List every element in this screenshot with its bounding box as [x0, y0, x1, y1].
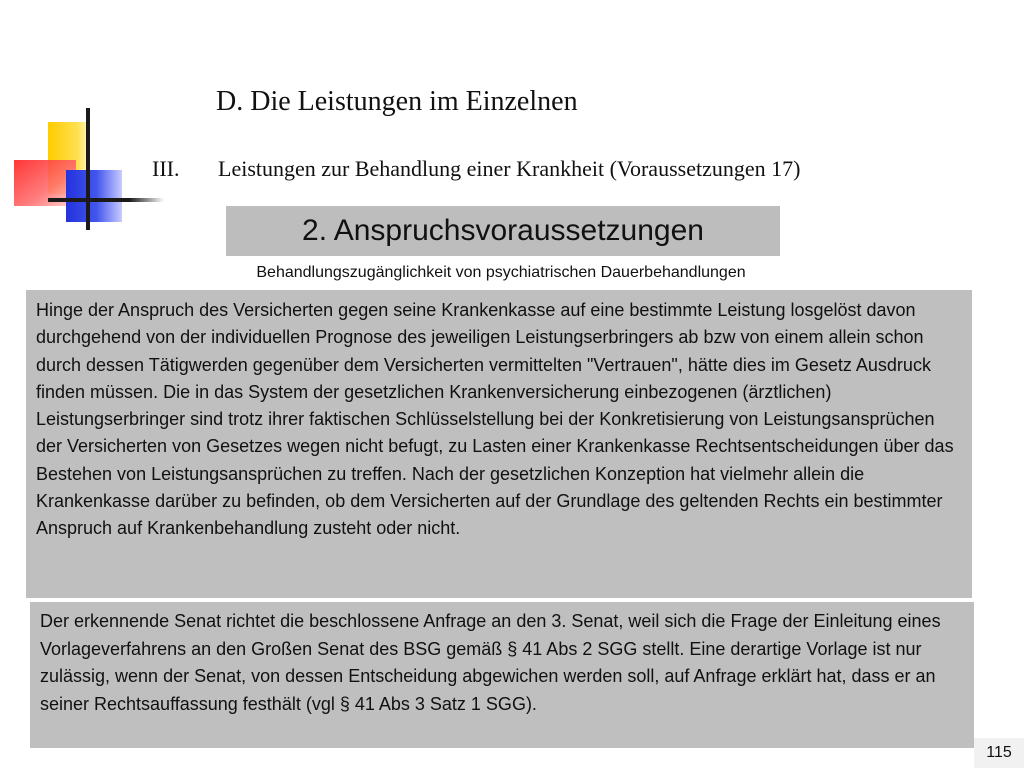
logo-vertical-line	[86, 108, 90, 230]
slide-title: D. Die Leistungen im Einzelnen	[216, 86, 578, 117]
text-box-paragraph-1: Hinge der Anspruch des Versicherten gegen seine Krankenkasse auf eine bestimmte Leistung losgelöst davon durchgehend von der individuellen Prognose des jeweiligen Leistungserbringers ab bzw von einem allein schon durch dessen Tätigwerden gegenüber dem Versicherten vermittelten "Vertrauen", hätte dies im Gesetz Ausdruck finden müssen. Die in das System der gesetzlichen Krankenversicherung einbezogenen (ärztlichen) Leistungserbringer sind trotz ihrer faktischen Schlüsselstellung bei der Konkretisierung von Leistungsansprüchen der Versicherten von Gesetzes wegen nicht befugt, zu Lasten einer Krankenkasse Rechtsentscheidungen über das Bestehen von Leistungsansprüchen zu treffen. Nach der gesetzlichen Konzeption hat vielmehr allein die Krankenkasse darüber zu befinden, ob dem Versicherten auf der Grundlage des geltenden Rechts ein bestimmter Anspruch auf Krankenbehandlung zusteht oder nicht.	[26, 290, 972, 598]
slide-subtitle	[152, 156, 800, 182]
logo-blue-square	[66, 170, 122, 222]
subtitle-text: Leistungen zur Behandlung einer Krankheit (Voraussetzungen 17)	[218, 156, 801, 181]
section-heading: 2. Anspruchsvoraussetzungen	[226, 206, 780, 256]
subtitle-number: III.	[152, 156, 180, 181]
text-box-paragraph-2: Der erkennende Senat richtet die beschlossene Anfrage an den 3. Senat, weil sich die Frage der Einleitung eines Vorlageverfahrens an den Großen Senat des BSG gemäß § 41 Abs 2 SGG stellt. Eine derartige Vorlage ist nur zulässig, wenn der Senat, von dessen Entscheidung abgewichen werden soll, auf Anfrage erklärt hat, dass er an seiner Rechtsauffassung festhält (vgl § 41 Abs 3 Satz 1 SGG).	[30, 602, 974, 748]
page-number: 115	[974, 738, 1024, 768]
decorative-logo-graphic	[0, 0, 160, 240]
caption: Behandlungszugänglichkeit von psychiatrischen Dauerbehandlungen	[256, 264, 746, 281]
logo-horizontal-line	[48, 198, 164, 202]
